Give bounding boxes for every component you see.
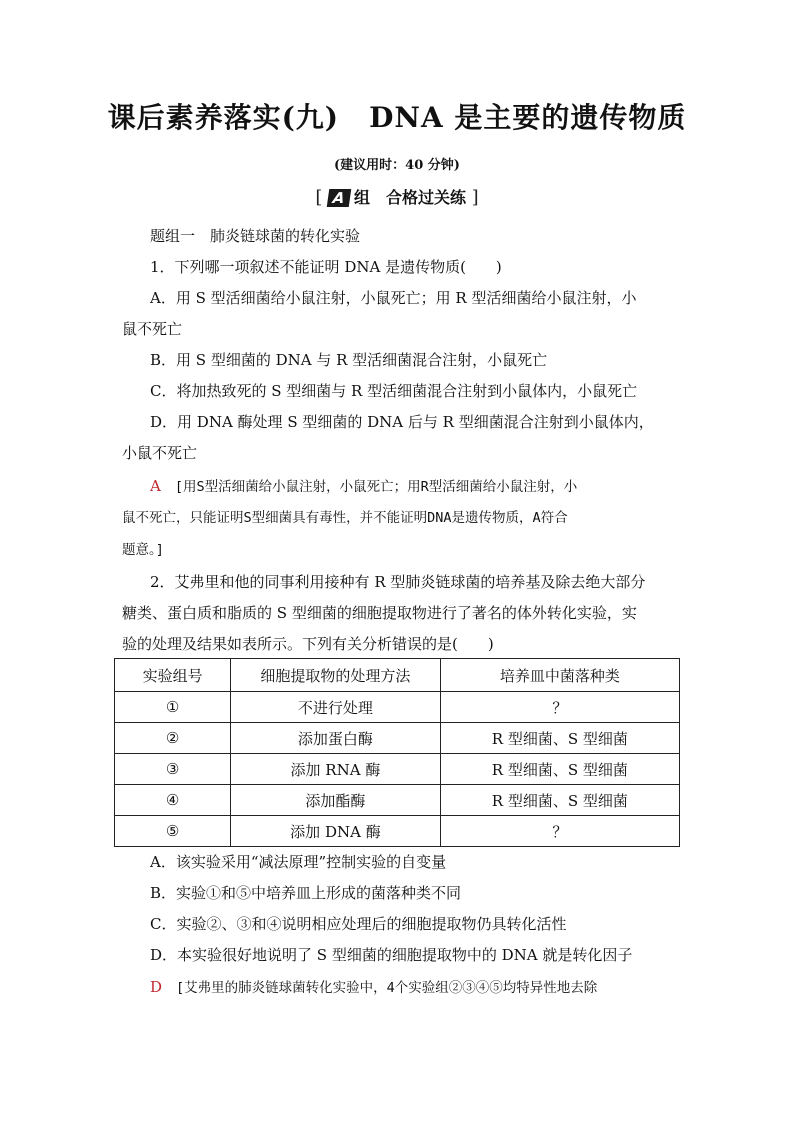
q1-option-d: D．用 DNA 酶处理 S 型细菌的 DNA 后与 R 型细菌混合注射到小鼠体内， [150, 413, 654, 431]
q1-option-d-cont: 小鼠不死亡 [122, 444, 198, 462]
q1-explanation-2: 鼠不死亡，只能证明S型细菌具有毒性，并不能证明DNA是遗传物质，A符合 [122, 510, 568, 526]
q2-stem-3: 验的处理及结果如表所示。下列有关分析错误的是( ) [122, 635, 494, 653]
q2-answer-letter: D [150, 978, 163, 996]
table-header: 细胞提取物的处理方法 [231, 659, 441, 692]
q2-explanation-1: [艾弗里的肺炎链球菌转化实验中，4个实验组②③④⑤均特异性地去除 [176, 980, 598, 996]
q2-stem-1: 2．艾弗里和他的同事利用接种有 R 型肺炎链球菌的培养基及除去绝大部分 [150, 573, 646, 591]
table-cell: 不进行处理 [231, 692, 441, 723]
table-row [115, 816, 680, 847]
q1-option-c: C．将加热致死的 S 型细菌与 R 型活细菌混合注射到小鼠体内，小鼠死亡 [150, 382, 638, 400]
table-cell: 添加酯酶 [231, 785, 441, 816]
table-row [115, 723, 680, 754]
group-label: 组 合格过关练 [354, 188, 467, 207]
table-cell: R 型细菌、S 型细菌 [440, 723, 679, 754]
table-cell: ① [115, 692, 231, 723]
q1-option-b: B．用 S 型细菌的 DNA 与 R 型活细菌混合注射，小鼠死亡 [150, 351, 548, 369]
suggested-time: (建议用时：40 分钟) [334, 158, 460, 173]
q2-stem-2: 糖类、蛋白质和脂质的 S 型细菌的细胞提取物进行了著名的体外转化实验，实 [122, 604, 637, 622]
q2-answer [150, 977, 680, 998]
table-cell: ？ [440, 816, 679, 847]
q1-explanation-1: [用S型活细菌给小鼠注射，小鼠死亡；用R型活细菌给小鼠注射，小 [174, 479, 578, 495]
group-heading [0, 185, 794, 208]
q2-option-d: D．本实验很好地说明了 S 型细菌的细胞提取物中的 DNA 就是转化因子 [150, 946, 633, 964]
q1-stem: 1．下列哪一项叙述不能证明 DNA 是遗传物质( ) [150, 258, 502, 276]
table-cell: ④ [115, 785, 231, 816]
q1-answer [150, 476, 680, 497]
experiment-table [114, 658, 680, 847]
q2-option-c: C．实验②、③和④说明相应处理后的细胞提取物仍具转化活性 [150, 915, 567, 933]
q1-option-a: A．用 S 型活细菌给小鼠注射，小鼠死亡；用 R 型活细菌给小鼠注射，小 [150, 289, 637, 307]
q1-answer-letter: A [150, 477, 161, 495]
group-badge: A [327, 189, 351, 207]
table-row [115, 785, 680, 816]
table-cell: 添加蛋白酶 [231, 723, 441, 754]
table-row [115, 692, 680, 723]
q1-option-a-cont: 鼠不死亡 [122, 320, 183, 338]
bracket-close: ] [471, 187, 479, 208]
table-cell: ？ [440, 692, 679, 723]
q2-option-b: B．实验①和⑤中培养皿上形成的菌落种类不同 [150, 884, 462, 902]
table-cell: ⑤ [115, 816, 231, 847]
section-heading: 题组一 肺炎链球菌的转化实验 [150, 227, 361, 245]
table-header: 实验组号 [115, 659, 231, 692]
table-cell: 添加 DNA 酶 [231, 816, 441, 847]
table-header: 培养皿中菌落种类 [440, 659, 679, 692]
table-cell: R 型细菌、S 型细菌 [440, 754, 679, 785]
table-cell: R 型细菌、S 型细菌 [440, 785, 679, 816]
page-title: 课后素养落实(九) DNA 是主要的遗传物质 [107, 101, 687, 134]
q1-explanation-3: 题意。] [122, 542, 164, 558]
q2-option-a: A．该实验采用“减法原理”控制实验的自变量 [150, 853, 447, 871]
table-cell: ③ [115, 754, 231, 785]
table-header-row [115, 659, 680, 692]
table-row [115, 754, 680, 785]
table-cell: ② [115, 723, 231, 754]
table-cell: 添加 RNA 酶 [231, 754, 441, 785]
bracket-open: [ [315, 187, 323, 208]
